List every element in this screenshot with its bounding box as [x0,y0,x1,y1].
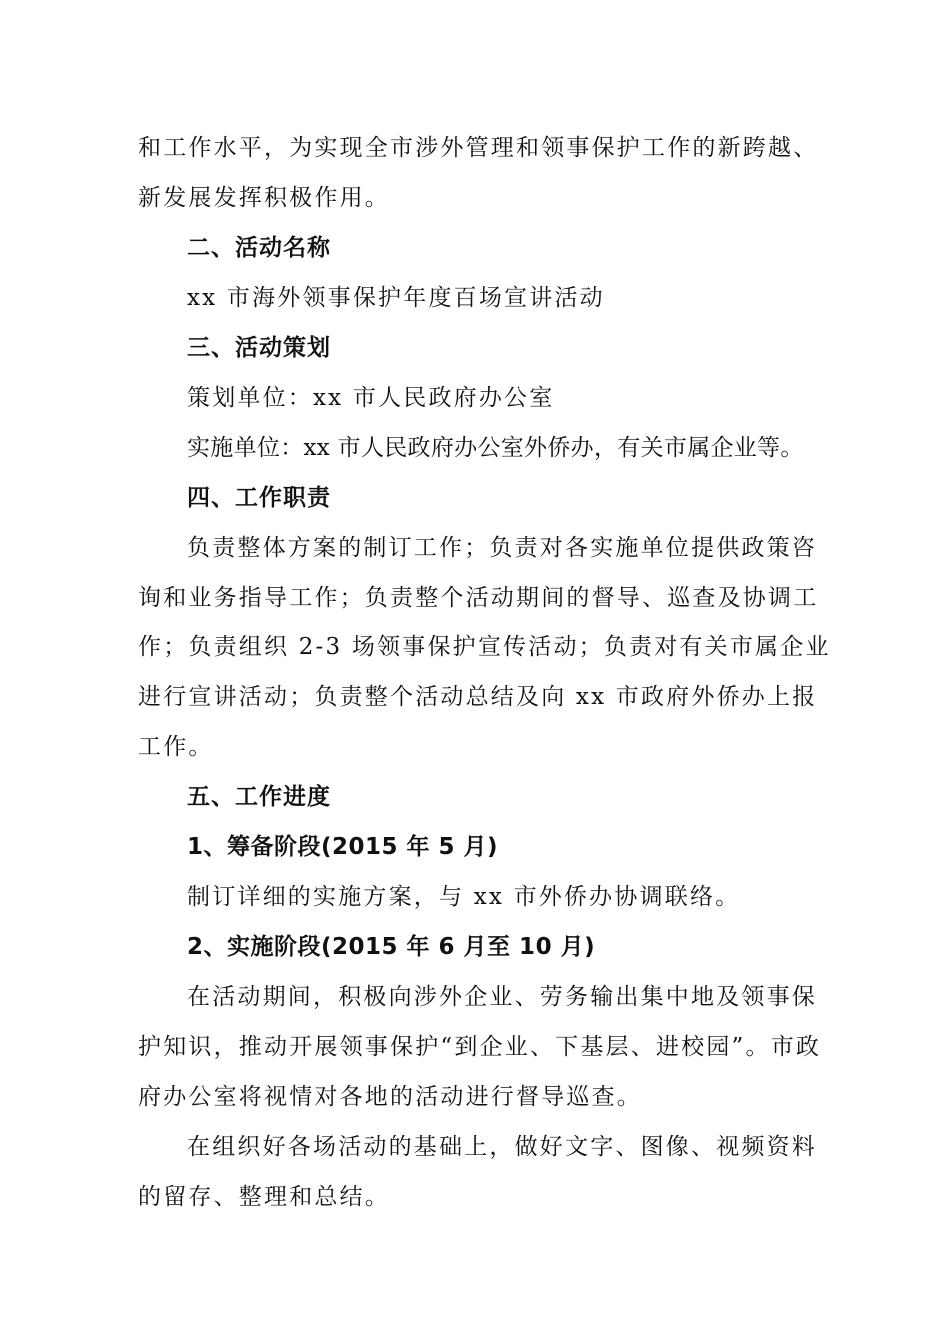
phase-2-title: 2、实施阶段(2015 年 6 月至 10 月) [187,934,596,960]
phase-2-para-2-line-1: 在组织好各场活动的基础上，做好文字、图像、视频资料 [187,1134,817,1160]
responsibilities-line-3: 作；负责组织 2-3 场领事保护宣传活动；负责对有关市属企业 [138,634,831,660]
responsibilities-line-4: 进行宣讲活动；负责整个活动总结及向 xx 市政府外侨办上报 [138,684,818,710]
section-heading-responsibilities: 四、工作职责 [187,485,331,511]
intro-line-1: 和工作水平，为实现全市涉外管理和领事保护工作的新跨越、 [138,135,819,161]
responsibilities-line-1: 负责整体方案的制订工作；负责对各实施单位提供政策咨 [187,535,817,561]
responsibilities-line-2: 询和业务指导工作；负责整个活动期间的督导、巡查及协调工 [138,585,819,611]
section-heading-activity-planning: 三、活动策划 [187,335,331,361]
intro-line-2: 新发展发挥积极作用。 [138,185,390,211]
phase-2-para-1-line-1: 在活动期间，积极向涉外企业、劳务输出集中地及领事保 [187,984,817,1010]
phase-2-para-1-line-2: 护知识，推动开展领事保护“到企业、下基层、进校园”。市政 [138,1034,822,1060]
planner-unit-text: 策划单位：xx 市人民政府办公室 [187,385,555,411]
phase-2-para-1-line-3: 府办公室将视情对各地的活动进行督导巡查。 [138,1084,642,1110]
phase-1-text: 制订详细的实施方案，与 xx 市外侨办协调联络。 [187,884,741,910]
implementer-unit-text: 实施单位：xx 市人民政府办公室外侨办，有关市属企业等。 [187,435,804,461]
phase-1-title: 1、筹备阶段(2015 年 5 月) [187,834,499,860]
phase-2-para-2-line-2: 的留存、整理和总结。 [138,1184,390,1210]
responsibilities-line-5: 工作。 [138,734,214,760]
section-heading-activity-name: 二、活动名称 [187,235,331,261]
activity-name-text: xx 市海外领事保护年度百场宣讲活动 [187,285,605,311]
section-heading-progress: 五、工作进度 [187,784,331,810]
